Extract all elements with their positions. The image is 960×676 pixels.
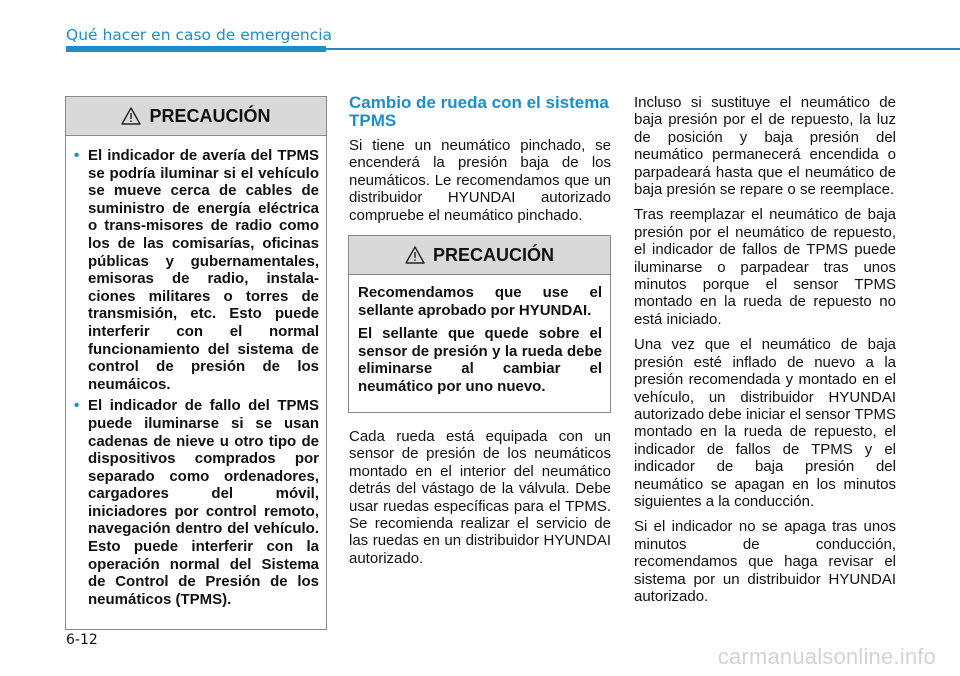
body-paragraph: Si el indicador no se apaga tras unos minutos de conducción, recomendamos que haga revisar el sistema por un distribuidor HYUNDAI autorizado. [634, 518, 896, 605]
caution-list-item [74, 397, 319, 608]
page-number: 6-12 [66, 632, 98, 648]
caution-list-item-text: El indicador de avería del TPMS se podría iluminar si el vehículo se mueve cerca de cables de suministro de energía eléctrica o trans-misores de radio como los de las comisarías, oficinas públicas y gubernamentales, emisoras de radio, instala-ciones militares o torres de transmisión, etc. Esto puede interferir con el normal funcionamiento del sistema de control de presión de los neumáicos. [88, 147, 319, 393]
caution-list-item [74, 147, 319, 393]
bullet-icon: • [74, 397, 80, 415]
watermark: carmanualsonline.info [717, 644, 936, 669]
caution-list-item-text: El indicador de fallo del TPMS puede iluminarse si se usan cadenas de nieve u otro tipo de dispositivos comprados por separado como ordenadores, cargadores del móvil, iniciadores por control remoto, navegación dentro del vehículo. Esto puede interferir con la operación normal del Sistema de Control de Presión de los neumáticos (TPMS). [88, 397, 319, 608]
caution-paragraph: Recomendamos que use el sellante aprobado por HYUNDAI. [358, 284, 602, 319]
right-column [634, 94, 896, 613]
caution-paragraph: El sellante que quede sobre el sensor de presión y la rueda debe eliminarse al cambiar el neumático por uno nuevo. [358, 325, 602, 395]
middle-column-intro [349, 137, 611, 232]
header-rule-thick [66, 46, 326, 52]
caution-box-left-list [66, 136, 326, 608]
warning-triangle-icon [405, 246, 425, 264]
caution-box-left-header [66, 97, 326, 136]
caution-box-middle-title: PRECAUCIÓN [432, 244, 554, 265]
caution-box-left-title: PRECAUCIÓN [149, 105, 271, 126]
page-header-title: Qué hacer en caso de emergencia [66, 26, 333, 44]
body-paragraph: Incluso si sustituye el neumático de baja presión por el de repuesto, la luz de posición y baja presión del neumático permanecerá encendida o parpadeará hasta que el neumático de baja presión se repare o se reemplace. [634, 94, 896, 199]
body-paragraph: Una vez que el neumático de baja presión esté inflado de nuevo a la presión recomendada y montado en el vehículo, un distribuidor HYUNDAI autorizado debe iniciar el sensor TPMS montado en la rueda de repuesto, el indicador de fallos de TPMS y el indicador de baja presión del neumático se apagan en los minutos siguientes a la conducción. [634, 336, 896, 510]
bullet-icon: • [74, 147, 80, 164]
body-paragraph: Tras reemplazar el neumático de baja presión por el neumático de repuesto, el indicador de fallos de TPMS puede iluminarse o parpadear tras unos minutos porque el sensor TPMS montado en la rueda de repuesto no está iniciado. [634, 206, 896, 328]
middle-column-body [349, 428, 611, 575]
caution-box-middle-body [349, 275, 610, 396]
caution-box-middle-header [349, 236, 610, 275]
section-heading: Cambio de rueda con el sistema TPMS [349, 93, 609, 130]
caution-box-middle [348, 235, 611, 413]
header-rule-thin [326, 48, 960, 50]
warning-triangle-icon [121, 107, 141, 125]
body-paragraph: Cada rueda está equipada con un sensor de presión de los neumáticos montado en el interior del neumático detrás del vástago de la válvula. Debe usar ruedas específicas para el TPMS. Se recomienda realizar el servicio de las ruedas en un distribuidor HYUNDAI autorizado. [349, 428, 611, 567]
caution-box-left [65, 96, 327, 630]
intro-paragraph: Si tiene un neumático pinchado, se encenderá la presión baja de los neumáticos. Le recomendamos que un distribuidor HYUNDAI autorizado compruebe el neumático pinchado. [349, 137, 611, 224]
